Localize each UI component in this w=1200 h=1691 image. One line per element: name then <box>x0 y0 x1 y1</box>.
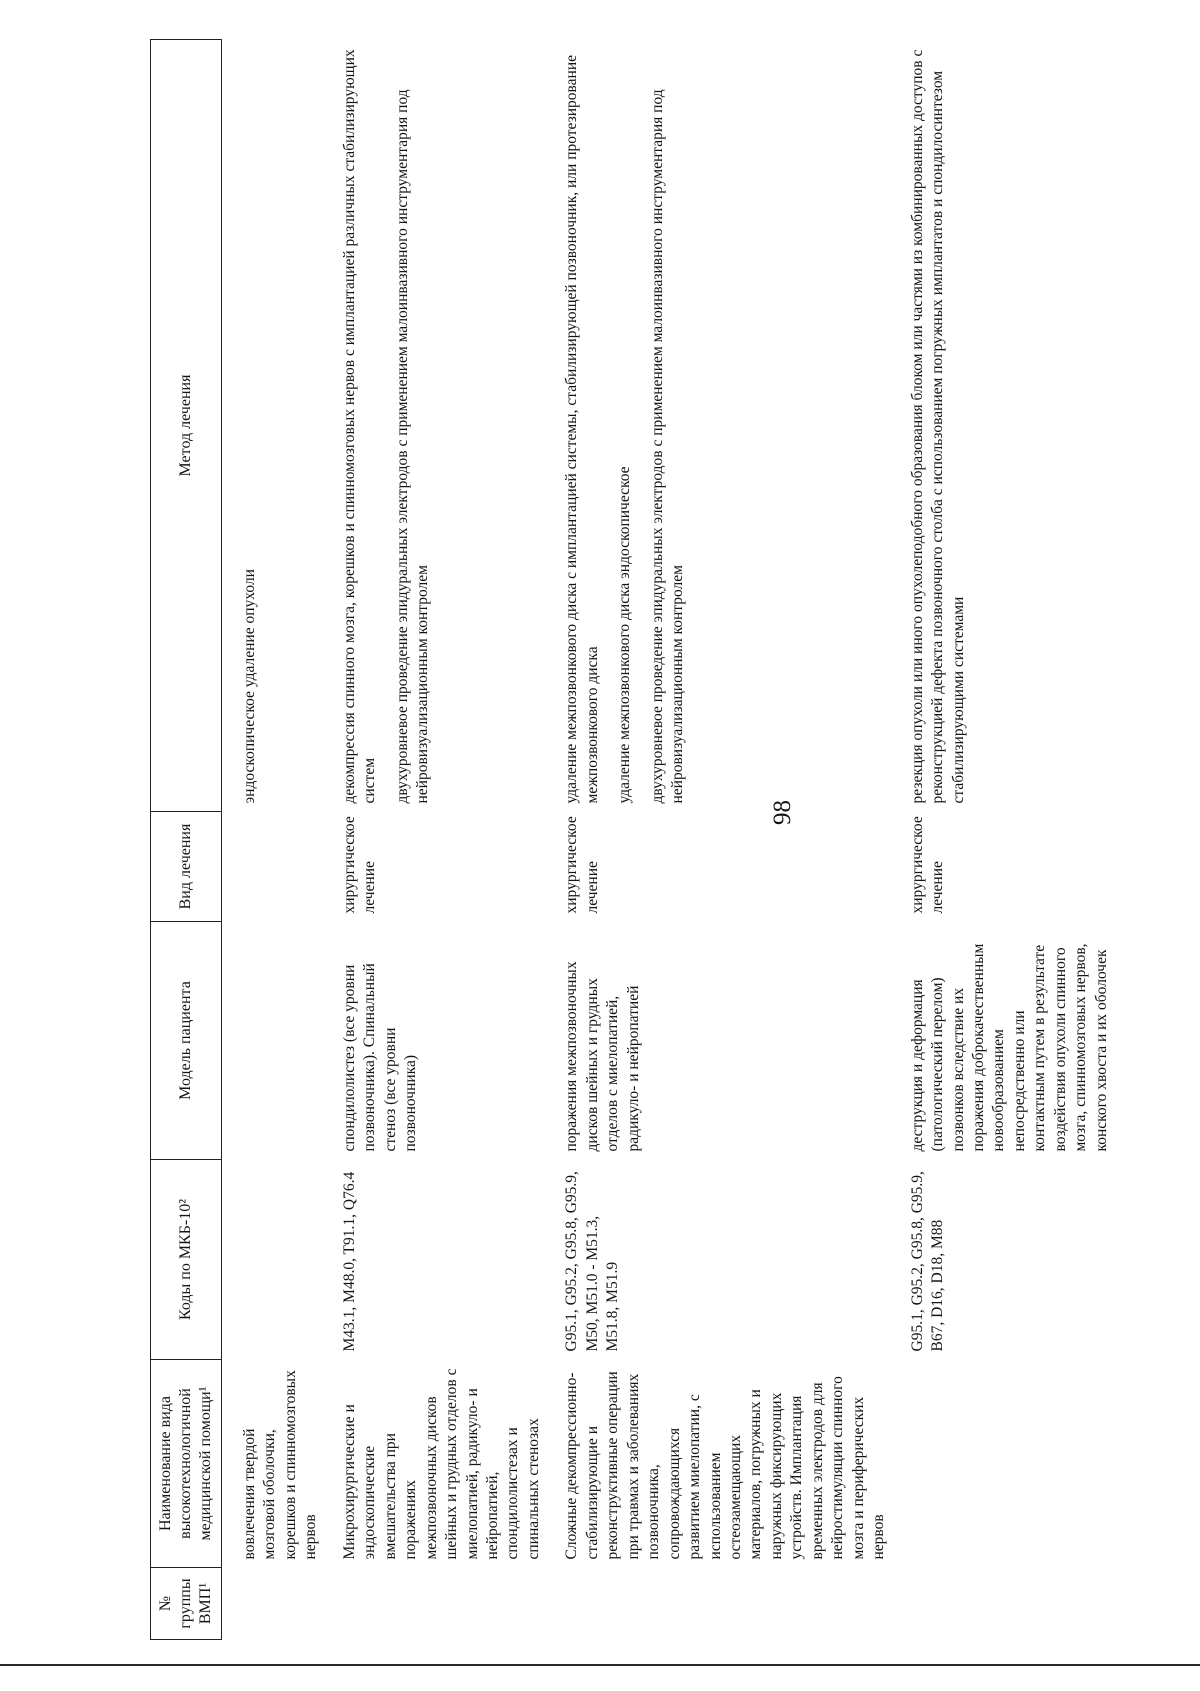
cell-methods <box>222 40 340 812</box>
column-header-name: Наименование вида высокотехнологичной медицинской помощи¹ <box>151 1360 222 1568</box>
cell-name: Микрохирургические и эндоскопические вмешательства при поражениях межпозвоночных дисков шейных и грудных отделов с миелопатией, радикуло- и нейропатией, спондилолистезах и спинальных стенозах <box>340 1368 542 1560</box>
column-header-group: № группы ВМП¹ <box>151 1568 222 1640</box>
table-header-row <box>151 40 222 1640</box>
column-header-model: Модель пациента <box>151 922 222 1160</box>
cell-methods <box>562 40 907 812</box>
cell-methods <box>340 40 563 812</box>
cell-codes: M43.1, M48.0, T91.1, Q76.4 <box>340 1171 358 1352</box>
cell-model: спондилолистез (все уровни позвоночника). Спинальный стеноз (все уровни позвоночника) <box>340 963 420 1152</box>
cell-model: деструкция и деформация (патологический перелом) позвонков вследствие их поражения доброкачественным новообразованием непосредственно или контактным путем в результате воздействия опухоли спинного мозга, спинномозговых нервов, конского хвоста и их оболочек <box>908 943 1110 1152</box>
method-item: удаление межпозвонкового диска эндоскопическое <box>616 466 634 804</box>
method-item: декомпрессия спинного мозга, корешков и спинномозговых нервов с имплантацией различных стабилизирующих систем <box>340 49 379 804</box>
table-row <box>908 40 1131 1640</box>
method-item: удаление межпозвонкового диска с имплантацией системы, стабилизирующей позвоночник, или протезирование межпозвонкового диска <box>563 54 601 804</box>
method-item: двухуровневое проведение эпидуральных электродов с применением малоинвазивного инструментария под нейровизуализационным контролем <box>648 89 687 804</box>
table-row <box>340 40 563 1640</box>
cell-codes: G95.1, G95.2, G95.8, G95.9, M50, M51.0 - M51.3, M51.8, M51.9 <box>563 1171 622 1352</box>
method-item: эндоскопическое удаление опухоли <box>241 569 258 804</box>
cell-name: Сложные декомпрессионно-стабилизирующие и реконструктивные операции при травмах и заболеваниях позвоночника, сопровождающихся развитием миелопатии, с использованием остеозамещающих материалов, погружных и наружных фиксирующих устройств. Имплантация временных электродов для нейростимуляции спинного мозга и периферических нервов <box>563 1371 888 1560</box>
table-row <box>222 40 340 1640</box>
cell-group <box>222 1568 340 1640</box>
cell-group <box>562 1568 907 1640</box>
cell-treatment-type: хирургическое лечение <box>340 816 379 914</box>
method-item: резекция опухоли или иного опухолеподобного образования блоком или частями из комбинированных доступов с реконструкцией дефекта позвоночного столба с использованием погружных имплантатов и спондилосинтезом стабилизирующими системами <box>908 49 967 804</box>
cell-treatment-type: хирургическое лечение <box>563 816 601 914</box>
cell-group <box>340 1568 563 1640</box>
cell-codes: G95.1, G95.2, G95.8, G95.9, B67, D16, D18, M88 <box>908 1171 947 1352</box>
cell-model <box>222 922 340 1160</box>
cell-group <box>908 1568 1131 1640</box>
treatment-table <box>150 39 1130 1640</box>
cell-treatment-type <box>222 812 340 922</box>
table-row <box>562 40 907 1640</box>
cell-treatment-type: хирургическое лечение <box>908 816 947 914</box>
method-item: двухуровневое проведение эпидуральных электродов с применением малоинвазивного инструментария под нейровизуализационным контролем <box>393 89 432 804</box>
cell-name: вовлечения твердой мозговой оболочки, корешков и спинномозговых нервов <box>241 1370 320 1560</box>
column-header-codes: Коды по МКБ-10² <box>151 1160 222 1360</box>
cell-methods <box>908 40 1131 812</box>
column-header-treatment-type: Вид лечения <box>151 812 222 922</box>
treatment-table-container <box>150 40 1200 1640</box>
cell-name <box>908 1360 1131 1568</box>
page-number: 98 <box>769 800 796 825</box>
cell-model: поражения межпозвоночных дисков шейных и грудных отделов с миелопатией, радикуло- и нейропатией <box>563 961 642 1152</box>
bottom-rule <box>0 1664 1200 1666</box>
cell-codes <box>222 1160 340 1360</box>
column-header-method: Метод лечения <box>151 40 222 812</box>
